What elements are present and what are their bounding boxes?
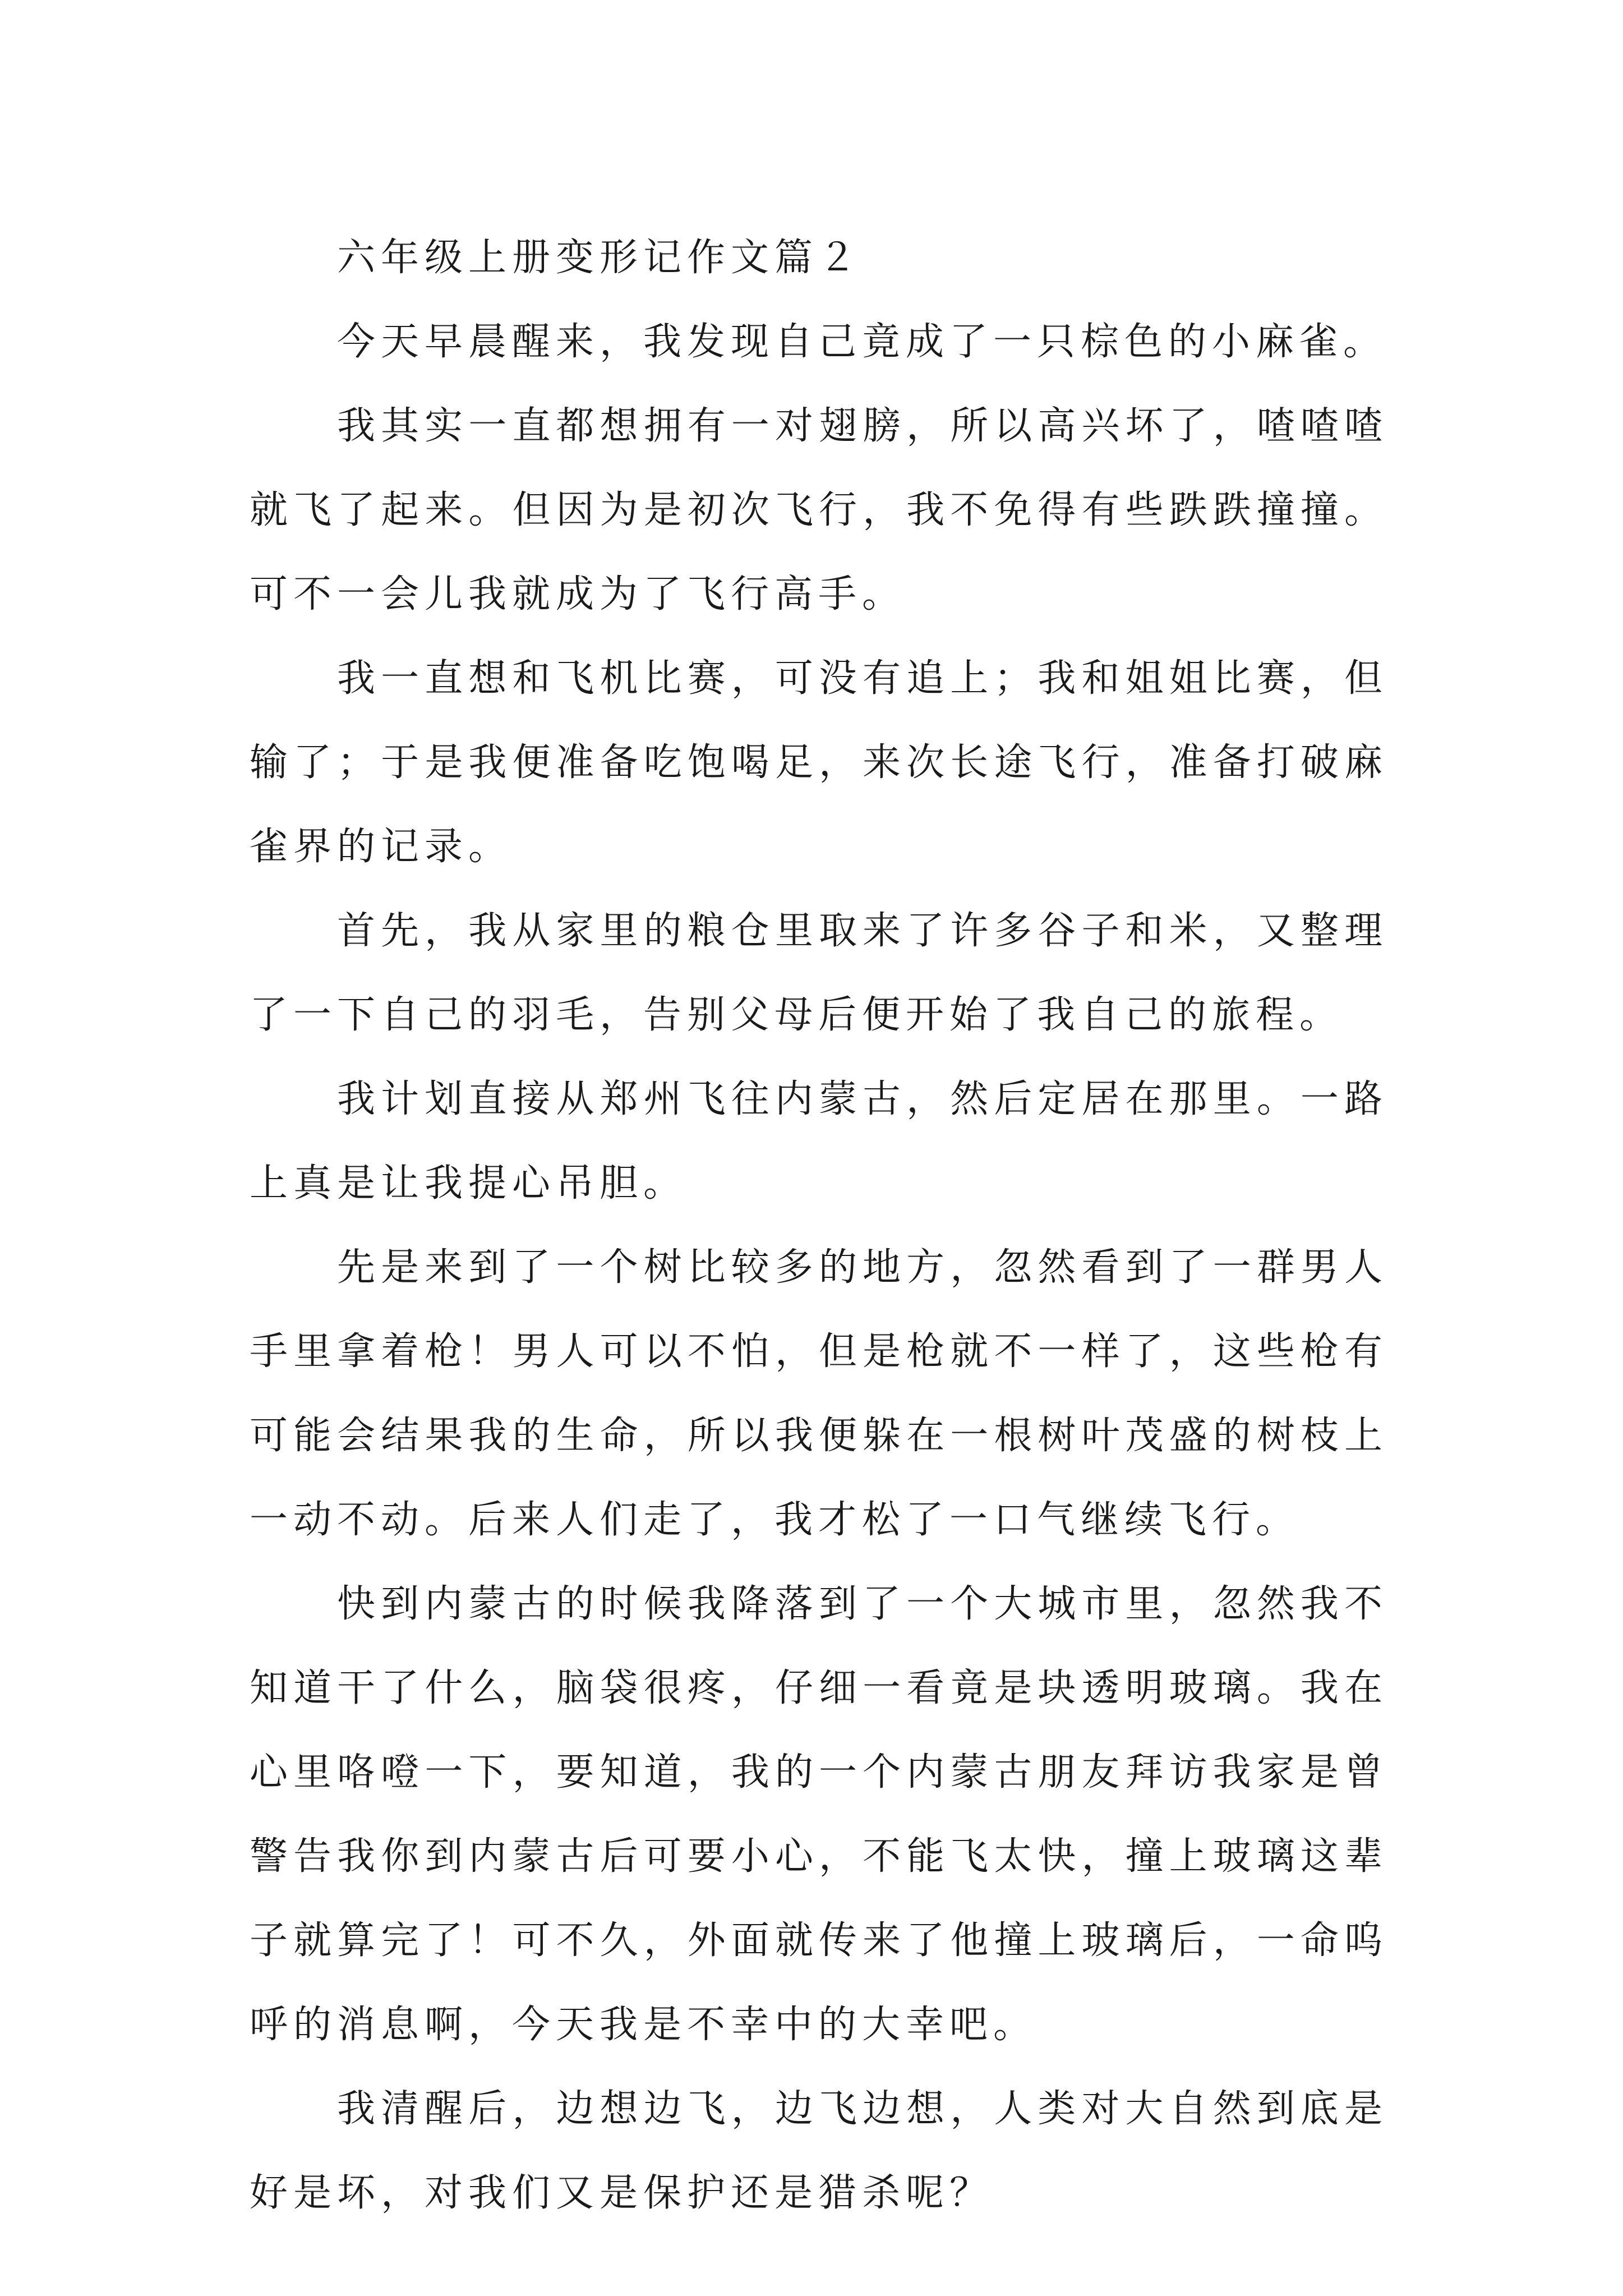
- paragraph-6: 先是来到了一个树比较多的地方，忽然看到了一群男人手里拿着枪！男人可以不怕，但是枪就不一样了，这些枪有可能会结果我的生命，所以我便躲在一根树叶茂盛的树枝上一动不动。后来人们走了，我才松了一口气继续飞行。: [250, 1245, 1388, 1542]
- essay-body: [250, 216, 1388, 2235]
- paragraph-8: 我清醒后，边想边飞，边飞边想，人类对大自然到底是好是坏，对我们又是保护还是猎杀呢？: [250, 2087, 1388, 2215]
- paragraph-4: 首先，我从家里的粮仓里取来了许多谷子和米，又整理了一下自己的羽毛，告别父母后便开始了我自己的旅程。: [250, 909, 1388, 1037]
- paragraph-3: 我一直想和飞机比赛，可没有追上；我和姐姐比赛，但输了；于是我便准备吃饱喝足，来次长途飞行，准备打破麻雀界的记录。: [250, 656, 1388, 869]
- paragraph-2: 我其实一直都想拥有一对翅膀，所以高兴坏了，喳喳喳就飞了起来。但因为是初次飞行，我不免得有些跌跌撞撞。可不一会儿我就成为了飞行高手。: [250, 404, 1388, 616]
- essay-title: 六年级上册变形记作文篇２: [337, 236, 863, 280]
- paragraph-1: 今天早晨醒来，我发现自己竟成了一只棕色的小麻雀。: [337, 320, 1387, 364]
- paragraph-7: 快到内蒙古的时候我降落到了一个大城市里，忽然我不知道干了什么，脑袋很疼，仔细一看竟是块透明玻璃。我在心里咯噔一下，要知道，我的一个内蒙古朋友拜访我家是曾警告我你到内蒙古后可要小心，不能飞太快，撞上玻璃这辈子就算完了！可不久，外面就传来了他撞上玻璃后，一命呜呼的消息啊，今天我是不幸中的大幸吧。: [250, 1582, 1388, 2047]
- paragraph-5: 我计划直接从郑州飞往内蒙古，然后定居在那里。一路上真是让我提心吊胆。: [250, 1077, 1388, 1205]
